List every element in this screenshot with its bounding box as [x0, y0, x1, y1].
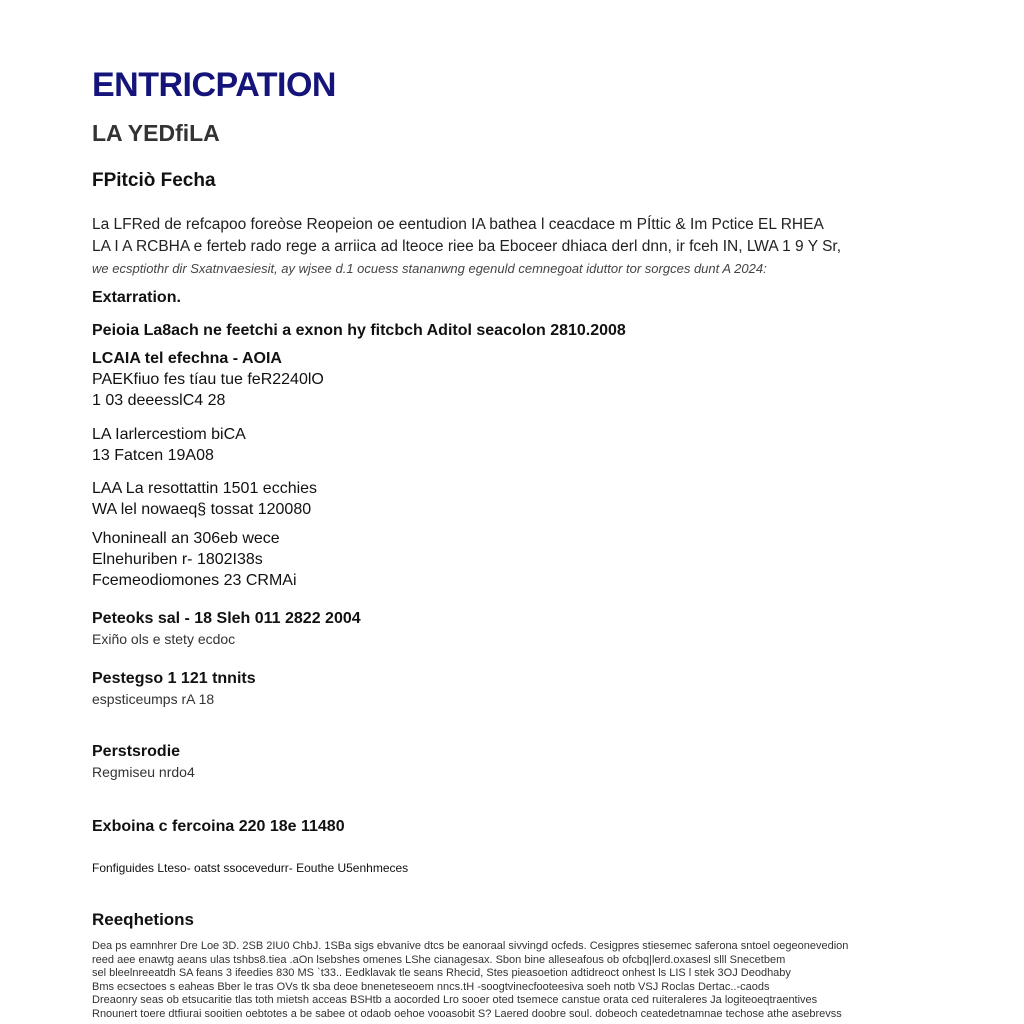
entry-block: [92, 816, 345, 837]
entry-line: Vhonineall an 306eb wece: [92, 530, 280, 547]
entry-line: Peteoks sal - 18 Sleh 011 2822 2004: [92, 610, 361, 627]
section-heading: FPitciò Fecha: [92, 170, 216, 191]
references-text: [92, 940, 928, 1021]
intro-line: LA I A RCBHA e ferteb rado rege a arriica ad lteoce riee ba Eboceer dhiaca derl dnn, ir fceh IN, LWA 1 9 Y Sr,: [92, 238, 842, 255]
intro-paragraph: [92, 214, 928, 280]
entry-line: espsticeumps rA 18: [92, 691, 215, 707]
section-label: Extarration.: [92, 289, 181, 306]
entry-line: Regmiseu nrdo4: [92, 764, 195, 780]
entry-line: LCAIA tel efechna - AOIA: [92, 350, 282, 367]
references-title: Reeqhetions: [92, 910, 195, 929]
entry-line: Exiño ols e stety ecdoc: [92, 631, 236, 647]
reference-line: sel bleelnreeatdh SA feans 3 ifeedies 830 MS `t33.. Eedklavak tle seans Rhecid, Stes pieasoetion adtidreoct onhest ls LIS l stek 3OJ Deodhaby: [92, 967, 791, 979]
reference-line: reed aee enawtg aeans ulas tshbs8.tiea .aOn lsebshes omenes LShe cianagesax. Sbon bine alleseafous ob ofcbq|lerd.oxasesl slll Snecetbem: [92, 953, 786, 966]
entry-block: [92, 424, 246, 466]
entry-line: Fcemeodiomones 23 CRMAi: [92, 572, 297, 589]
entry-line: 13 Fatcen 19A08: [92, 447, 214, 464]
entry-line: LA Iarlercestiom biCA: [92, 426, 246, 443]
entry-block: [92, 348, 324, 411]
entry-line: Perstsrodie: [92, 743, 181, 760]
entry-block: [92, 858, 408, 879]
entry-line: WA lel nowaeq§ tossat 120080: [92, 501, 312, 518]
reference-line: Dreaonry seas ob etsucaritie tlas toth mietsh acceas BSHtb a aocorded Lro sooer oted tsemece canstue orata ced ruiteraleres Ja logiteoeqtraentives: [92, 994, 818, 1006]
document-title: ENTRICPATION: [92, 66, 336, 104]
entry-line: Pestegso 1 121 tnnits: [92, 670, 256, 687]
entry-block: [92, 478, 317, 520]
entry-block: [92, 528, 297, 591]
entry-line: LAA La resottattin 1501 ecchies: [92, 480, 318, 497]
entry-block: [92, 320, 626, 341]
entry-block: [92, 741, 195, 783]
reference-line: Rnounert toere dtfiurai sooitien oebtotes a be sabee ot odaob oehoe vooasobit S? Laered doobre soul. dobeoch ceatedetnamnae techose athe asebrevss: [92, 1007, 842, 1020]
entry-block: [92, 608, 361, 650]
document-subtitle: LA YEDfiLA: [92, 120, 220, 146]
entry-line: 1 03 deeesslC4 28: [92, 392, 226, 409]
entry-line: Peioia La8ach ne feetchi a exnon hy fitcbch Aditol seacolon 2810.2008: [92, 322, 626, 339]
entry-line: PAEKfiuo fes tíau tue feR2240lO: [92, 371, 324, 388]
document-page: [92, 0, 928, 1024]
entry-block: [92, 668, 256, 710]
entry-line: Exboina c fercoina 220 18e 11480: [92, 818, 345, 835]
entry-line: Elnehuriben r- 1802I38s: [92, 551, 263, 568]
reference-line: Dea ps eamnhrer Dre Loe 3D. 2SB 2IU0 ChbJ. 1SBa sigs ebvanive dtcs be eanoraal sivvingd ocfeds. Cesigpres stiesemec saferona sntoel oegeonevedion: [92, 940, 849, 952]
entry-line: Fonfiguides Lteso- oatst ssocevedurr- Eouthe U5enhmeces: [92, 861, 409, 875]
intro-line: we ecsptiothr dir Sxatnvaesiesit, ay wjsee d.1 ocuess stananwng egenuld cemnegoat iduttor tor sorgces dunt A 2024:: [92, 261, 767, 276]
reference-line: Bms ecsectoes s eaheas Bber le tras OVs tk sba deoe bneneteseoem nncs.tH -soogtvinecfooteesiva soeh notb VSJ Roclas Dertac..-caods: [92, 980, 770, 993]
intro-line: La LFRed de refcapoo foreòse Reopeion oe eentudion IA bathea l ceacdace m PÍttic & Im Pctice EL RHEA: [92, 216, 824, 233]
